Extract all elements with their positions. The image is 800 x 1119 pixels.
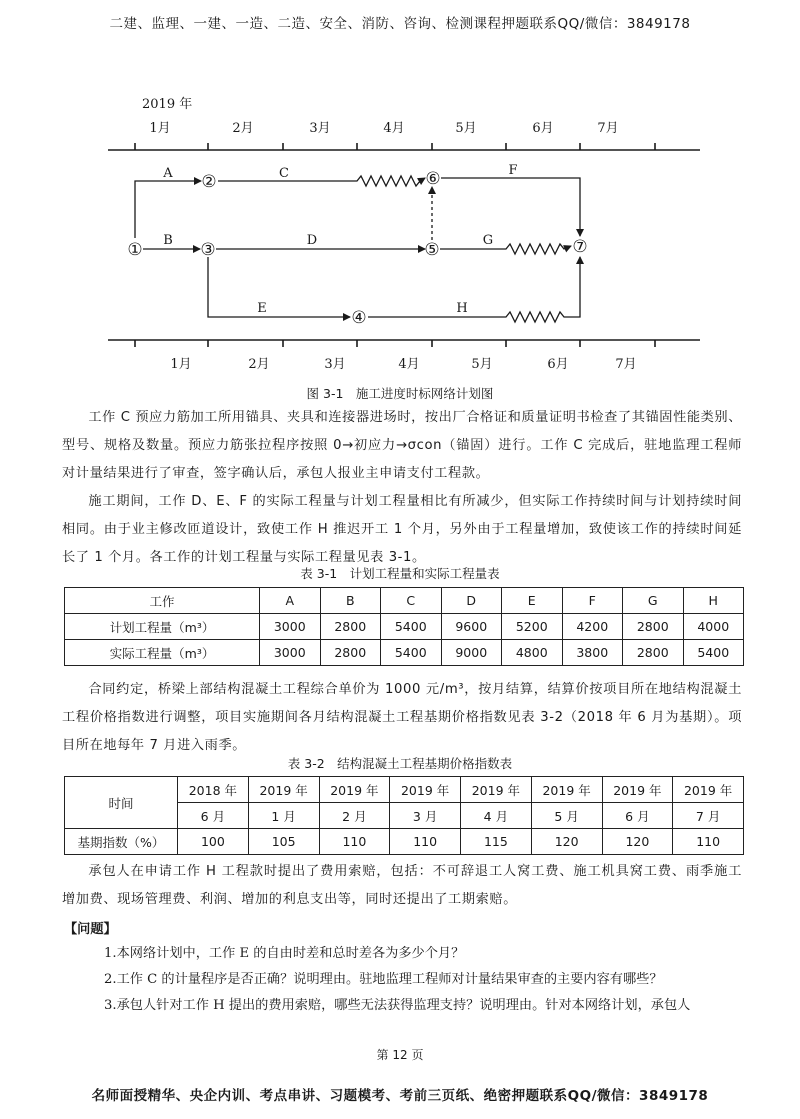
arrow-f bbox=[441, 178, 580, 236]
table-cell: 5400 bbox=[381, 640, 442, 666]
page-number: 第 12 页 bbox=[376, 1048, 424, 1062]
table-cell: 1 月 bbox=[248, 803, 319, 829]
table-cell: F bbox=[562, 588, 623, 614]
table-cell: 2800 bbox=[320, 614, 381, 640]
table-row bbox=[65, 777, 744, 803]
table-cell: 2018 年 bbox=[178, 777, 249, 803]
table-row bbox=[65, 829, 744, 855]
node-4: ④ bbox=[351, 308, 367, 328]
table-cell: 3800 bbox=[562, 640, 623, 666]
arrow-c bbox=[218, 176, 425, 186]
node-3: ③ bbox=[200, 240, 216, 260]
label-d: D bbox=[306, 233, 318, 248]
table-cell: 5200 bbox=[502, 614, 563, 640]
bottom-month: 4月 bbox=[398, 357, 420, 372]
node-6: ⑥ bbox=[425, 169, 441, 189]
table-cell: 6 月 bbox=[178, 803, 249, 829]
table-cell: 4800 bbox=[502, 640, 563, 666]
table-cell: 工作 bbox=[65, 588, 260, 614]
table-cell: 2019 年 bbox=[248, 777, 319, 803]
table-cell: 2 月 bbox=[319, 803, 390, 829]
label-h: H bbox=[456, 301, 468, 316]
node-2: ② bbox=[201, 172, 217, 192]
label-c: C bbox=[279, 166, 289, 181]
table-cell: 计划工程量（m³） bbox=[65, 614, 260, 640]
bottom-month-labels bbox=[170, 357, 636, 372]
top-month: 5月 bbox=[455, 121, 477, 136]
table-cell: A bbox=[260, 588, 321, 614]
table-cell: 120 bbox=[602, 829, 673, 855]
table-cell: 2019 年 bbox=[531, 777, 602, 803]
top-month-labels bbox=[149, 121, 618, 136]
top-month: 7月 bbox=[597, 121, 619, 136]
table-cell: 2800 bbox=[623, 614, 684, 640]
table-cell: 4200 bbox=[562, 614, 623, 640]
top-month: 2月 bbox=[232, 121, 254, 136]
table-cell: D bbox=[441, 588, 502, 614]
table-cell: 2800 bbox=[320, 640, 381, 666]
table-cell: 7 月 bbox=[673, 803, 744, 829]
paragraph-3: 合同约定，桥梁上部结构混凝土工程综合单价为 1000 元/m³，按月结算，结算价按项目所在地结构混凝土工程价格指数进行调整，项目实施期间各月结构混凝土工程基期价格指数见表 3-2（2018 年 6 月为基期）。项目所在地每年 7 月进入雨季。 bbox=[62, 682, 742, 753]
table-cell: E bbox=[502, 588, 563, 614]
table-cell: 115 bbox=[461, 829, 532, 855]
label-g: G bbox=[482, 233, 494, 248]
bottom-month: 5月 bbox=[471, 357, 493, 372]
node-5: ⑤ bbox=[424, 240, 440, 260]
table-cell: 时间 bbox=[65, 777, 178, 829]
table-cell: 3000 bbox=[260, 640, 321, 666]
table-cell: C bbox=[381, 588, 442, 614]
page-footer: 名师面授精华、央企内训、考点串讲、习题模考、考前三页纸、绝密押题联系QQ/微信：3849178 bbox=[91, 1088, 709, 1104]
table-row bbox=[65, 640, 744, 666]
table-cell: 2019 年 bbox=[319, 777, 390, 803]
label-a: A bbox=[163, 166, 173, 181]
table-cell: 110 bbox=[390, 829, 461, 855]
label-b: B bbox=[163, 233, 173, 248]
table-2 bbox=[64, 776, 744, 855]
table-cell: 基期指数（%） bbox=[65, 829, 178, 855]
table2-title: 表 3-2 结构混凝土工程基期价格指数表 bbox=[287, 756, 513, 771]
table-cell: 5400 bbox=[381, 614, 442, 640]
table-cell: 9000 bbox=[441, 640, 502, 666]
bottom-timeline bbox=[108, 340, 700, 347]
table-cell: 4 月 bbox=[461, 803, 532, 829]
table-row bbox=[65, 588, 744, 614]
table-cell: G bbox=[623, 588, 684, 614]
table-cell: 2019 年 bbox=[461, 777, 532, 803]
table-cell: 2019 年 bbox=[602, 777, 673, 803]
arrow-g bbox=[440, 244, 571, 254]
table-cell: 2019 年 bbox=[673, 777, 744, 803]
question-3: 3.承包人针对工作 H 提出的费用索赔，哪些无法获得监理支持？说明理由。针对本网络计划，承包人 bbox=[104, 998, 691, 1013]
table-cell: 4000 bbox=[683, 614, 744, 640]
table-cell: 3000 bbox=[260, 614, 321, 640]
table-cell: H bbox=[683, 588, 744, 614]
bottom-month: 7月 bbox=[615, 357, 637, 372]
top-month: 3月 bbox=[309, 121, 331, 136]
table-cell: 120 bbox=[531, 829, 602, 855]
label-e: E bbox=[257, 301, 267, 316]
question-1: 1.本网络计划中，工作 E 的自由时差和总时差各为多少个月？ bbox=[104, 946, 465, 961]
bottom-month: 6月 bbox=[547, 357, 569, 372]
table-cell: 9600 bbox=[441, 614, 502, 640]
figure-caption: 图 3-1 施工进度时标网络计划图 bbox=[306, 386, 494, 401]
year-label: 2019 年 bbox=[142, 97, 193, 112]
table-cell: 6 月 bbox=[602, 803, 673, 829]
table-row bbox=[65, 614, 744, 640]
arrow-a bbox=[135, 181, 201, 238]
table-cell: 2019 年 bbox=[390, 777, 461, 803]
table-cell: 5 月 bbox=[531, 803, 602, 829]
top-month: 6月 bbox=[532, 121, 554, 136]
question-2: 2.工作 C 的计量程序是否正确？说明理由。驻地监理工程师对计量结果审查的主要内容有哪些？ bbox=[104, 972, 663, 987]
arrow-h bbox=[368, 257, 580, 322]
top-month: 4月 bbox=[383, 121, 405, 136]
arrow-e bbox=[208, 257, 350, 317]
top-timeline bbox=[108, 143, 700, 150]
bottom-month: 3月 bbox=[324, 357, 346, 372]
table-cell: 3 月 bbox=[390, 803, 461, 829]
node-1: ① bbox=[127, 240, 143, 260]
table-cell: 105 bbox=[248, 829, 319, 855]
questions-heading: 【问题】 bbox=[64, 922, 117, 937]
page-header: 二建、监理、一建、一造、二造、安全、消防、咨询、检测课程押题联系QQ/微信：3849178 bbox=[109, 16, 691, 32]
node-7: ⑦ bbox=[572, 237, 588, 257]
top-month: 1月 bbox=[149, 121, 171, 136]
table-cell: 实际工程量（m³） bbox=[65, 640, 260, 666]
table-cell: 110 bbox=[673, 829, 744, 855]
table1-title: 表 3-1 计划工程量和实际工程量表 bbox=[300, 566, 500, 581]
bottom-month: 1月 bbox=[170, 357, 192, 372]
bottom-month: 2月 bbox=[248, 357, 270, 372]
paragraph-4: 承包人在申请工作 H 工程款时提出了费用索赔，包括：不可辞退工人窝工费、施工机具窝工费、雨季施工增加费、现场管理费、利润、增加的利息支出等，同时还提出了工期索赔。 bbox=[62, 864, 742, 907]
table-cell: 2800 bbox=[623, 640, 684, 666]
table-cell: 100 bbox=[178, 829, 249, 855]
table-cell: B bbox=[320, 588, 381, 614]
network-diagram bbox=[0, 0, 800, 380]
table-cell: 110 bbox=[319, 829, 390, 855]
paragraph-2: 施工期间，工作 D、E、F 的实际工程量与计划工程量相比有所减少，但实际工作持续时间与计划持续时间相同。由于业主修改匝道设计，致使工作 H 推迟开工 1 个月，另外由于工程量增加，致使该工作的持续时间延长了 1 个月。各工作的计划工程量与实际工程量见表 3-1。 bbox=[62, 494, 742, 565]
table-1 bbox=[64, 587, 744, 666]
label-f: F bbox=[508, 163, 518, 178]
paragraph-1: 工作 C 预应力筋加工所用锚具、夹具和连接器进场时，按出厂合格证和质量证明书检查了其锚固性能类别、型号、规格及数量。预应力筋张拉程序按照 0→初应力→σcon（锚固）进行。工作 C 完成后，驻地监理工程师对计量结果进行了审查，签字确认后，承包人报业主申请支付工程款。 bbox=[62, 410, 743, 481]
table-cell: 5400 bbox=[683, 640, 744, 666]
